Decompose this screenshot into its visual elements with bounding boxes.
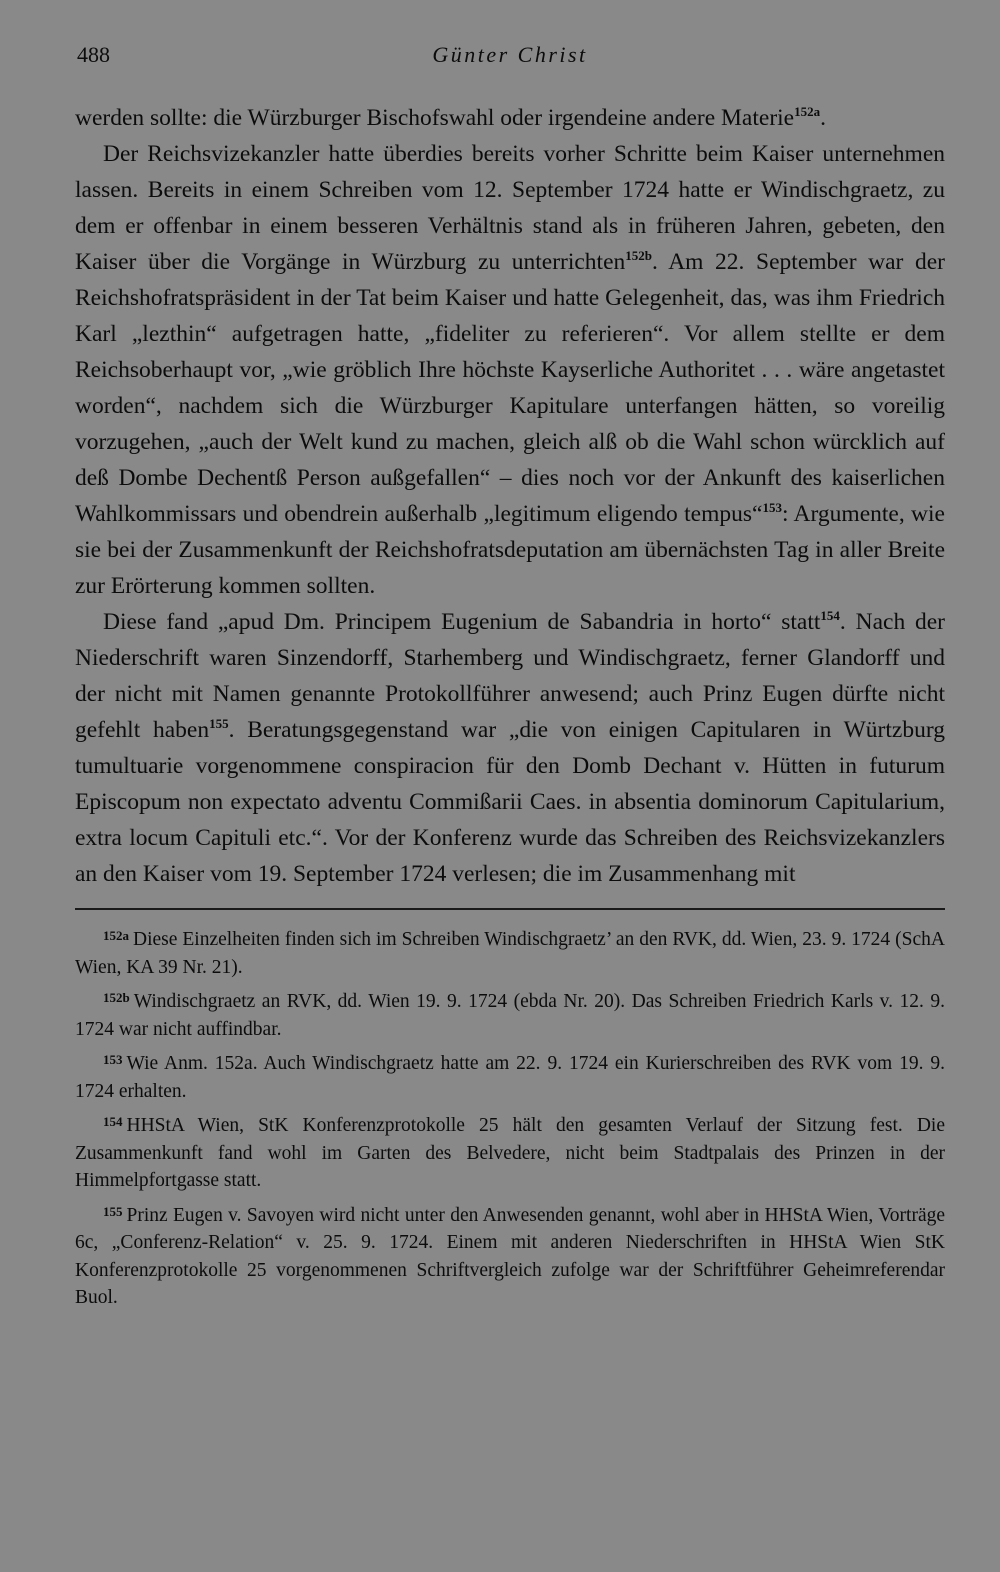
footnote-reference: 153 xyxy=(762,500,782,515)
footnote-text: Windischgraetz an RVK, dd. Wien 19. 9. 1724 (ebda Nr. 20). Das Schreiben Friedrich Karls v. 12. 9. 1724 war nicht auffindbar. xyxy=(75,991,945,1040)
footnote-number: 154 xyxy=(103,1114,123,1129)
body-text-run: . xyxy=(820,105,826,131)
footnote-reference: 154 xyxy=(820,608,840,623)
footnote xyxy=(75,922,945,981)
body-text-run: : Argumente, wie sie bei der Zusammenkunft der Reichshofratsdeputation am übernächsten Tag in aller Breite zur Erörterung kommen sollten. xyxy=(75,501,945,599)
body-text xyxy=(75,100,945,892)
body-text-run: . Am 22. September war der Reichshofratspräsident in der Tat beim Kaiser und hatte Gelegenheit, das, was ihm Friedrich Karl „lezthin“ aufgetragen hatte, „fideliter zu referieren“. Vor allem stellte er dem Reichsoberhaupt vor, „wie gröblich Ihre höchste Kayserliche Authoritet . . . wäre angetastet worden“, nachdem sich die Würzburger Kapitulare unterfangen hätten, so voreilig vorzugehen, „auch der Welt kund zu machen, gleich alß ob die Wahl schon würcklich auf deß Dombe Dechentß Person außgefallen“ – dies noch vor der Ankunft des kaiserlichen Wahlkommissars und obendrein außerhalb „legitimum eligendo tempus“ xyxy=(75,249,945,527)
page-number: 488 xyxy=(77,42,110,67)
body-text-run: werden sollte: die Würzburger Bischofswahl oder irgendeine andere Materie xyxy=(75,105,795,131)
footnote-separator xyxy=(75,908,945,910)
footnote-number: 152a xyxy=(103,928,129,943)
footnote-text: Wie Anm. 152a. Auch Windischgraetz hatte am 22. 9. 1724 ein Kurierschreiben des RVK vom 19. 9. 1724 erhalten. xyxy=(75,1053,945,1102)
footnote xyxy=(75,1198,945,1312)
footnote-number: 153 xyxy=(103,1052,123,1067)
page-header xyxy=(75,42,945,76)
footnote-text: Prinz Eugen v. Savoyen wird nicht unter den Anwesenden genannt, wohl aber in HHStA Wien, Vorträge 6c, „Conferenz-Relation“ v. 25. 9. 1724. Einem mit anderen Niederschriften in HHStA Wien StK Konferenzprotokolle 25 vorgenommenen Schriftvergleich zufolge war der Schriftführer Geheimreferendar Buol. xyxy=(75,1204,945,1308)
footnote xyxy=(75,1108,945,1195)
running-head-author: Günter Christ xyxy=(432,42,588,67)
footnote-number: 152b xyxy=(103,990,130,1005)
footnote xyxy=(75,1046,945,1105)
footnote-text: Diese Einzelheiten finden sich im Schreiben Windischgraetz’ an den RVK, dd. Wien, 23. 9. 1724 (SchA Wien, KA 39 Nr. 21). xyxy=(75,929,945,978)
footnote-text: HHStA Wien, StK Konferenzprotokolle 25 hält den gesamten Verlauf der Sitzung fest. Die Zusammenkunft fand wohl im Garten des Belvedere, nicht beim Stadtpalais des Prinzen in der Himmelpfortgasse statt. xyxy=(75,1115,945,1191)
footnote-reference: 152a xyxy=(794,104,821,119)
footnote-reference: 152b xyxy=(625,248,652,263)
body-paragraph xyxy=(75,604,945,892)
book-page xyxy=(75,42,945,1315)
body-paragraph xyxy=(75,100,945,136)
footnote-number: 155 xyxy=(103,1203,123,1219)
footnotes xyxy=(75,922,945,1312)
body-text-run: Der Reichsvizekanzler hatte überdies bereits vorher Schritte beim Kaiser unternehmen lassen. Bereits in einem Schreiben vom 12. September 1724 hatte er Windischgraetz, zu dem er offenbar in einem besseren Verhältnis stand als in früheren Jahren, gebeten, den Kaiser über die Vorgänge in Würzburg zu unterrichten xyxy=(75,141,945,275)
body-text-run: . Beratungsgegenstand war „die von einigen Capitularen in Würtzburg tumultuarie vorgenommene conspiracion für den Domb Dechant v. Hütten in futurum Episcopum non expectato adventu Commißarii Caes. in absentia dominorum Capitularium, extra locum Capituli etc.“. Vor der Konferenz wurde das Schreiben des Reichsvizekanzlers an den Kaiser vom 19. September 1724 verlesen; die im Zusammenhang mit xyxy=(75,717,945,887)
body-text-run: . Nach der Niederschrift waren Sinzendorff, Starhemberg und Windischgraetz, ferner Glandorff und der nicht mit Namen genannte Protokollführer anwesend; auch Prinz Eugen dürfte nicht gefehlt haben xyxy=(75,609,946,743)
body-text-run: Diese fand „apud Dm. Principem Eugenium de Sabandria in horto“ statt xyxy=(103,609,821,635)
footnote xyxy=(75,984,945,1043)
footnote-reference: 155 xyxy=(209,716,229,731)
body-paragraph xyxy=(75,136,945,604)
